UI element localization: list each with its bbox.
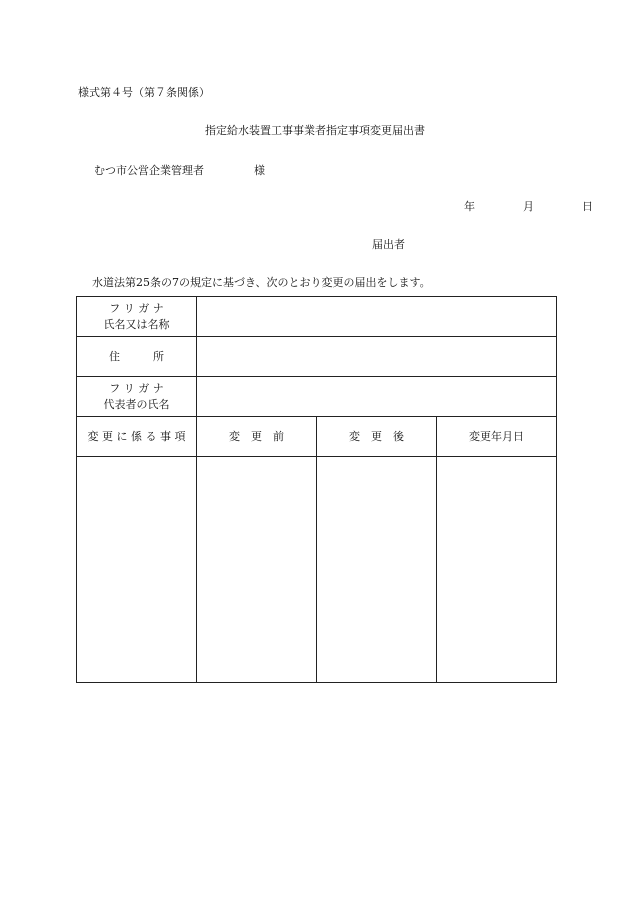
date-year: 年 [464,200,475,213]
body-text: 水道法第25条の7の規定に基づき、次のとおり変更の届出をします。 [92,276,431,289]
addressee: むつ市公営企業管理者 [94,164,204,177]
honorific: 様 [254,164,265,177]
notifier-label: 届出者 [372,238,405,251]
name-label: 氏名又は名称 [103,317,170,331]
document-title: 指定給水装置工事事業者指定事項変更届出書 [205,124,425,137]
address-label: 住 所 [77,337,197,377]
header-after: 変 更 後 [317,417,437,457]
header-change-date: 変更年月日 [437,417,557,457]
form-number: 様式第４号（第７条関係） [78,86,210,99]
name-label-cell [77,297,197,337]
change-date-field[interactable] [437,457,557,683]
representative-row [77,377,557,417]
before-field[interactable] [197,457,317,683]
name-value-field[interactable] [197,297,557,337]
date-month: 月 [523,200,534,213]
date-day: 日 [582,200,593,213]
representative-value-field[interactable] [197,377,557,417]
changed-item-field[interactable] [77,457,197,683]
change-form-table [76,296,557,683]
name-furigana-label: フ リ ガ ナ [109,301,164,315]
after-field[interactable] [317,457,437,683]
representative-furigana-label: フ リ ガ ナ [109,381,164,395]
changes-body-row [77,457,557,683]
header-changed-item: 変 更 に 係 る 事 項 [77,417,197,457]
header-before: 変 更 前 [197,417,317,457]
changes-header-row [77,417,557,457]
date-line [440,198,593,214]
address-value-field[interactable] [197,337,557,377]
name-row [77,297,557,337]
address-row [77,337,557,377]
representative-label: 代表者の氏名 [103,397,170,411]
representative-label-cell [77,377,197,417]
